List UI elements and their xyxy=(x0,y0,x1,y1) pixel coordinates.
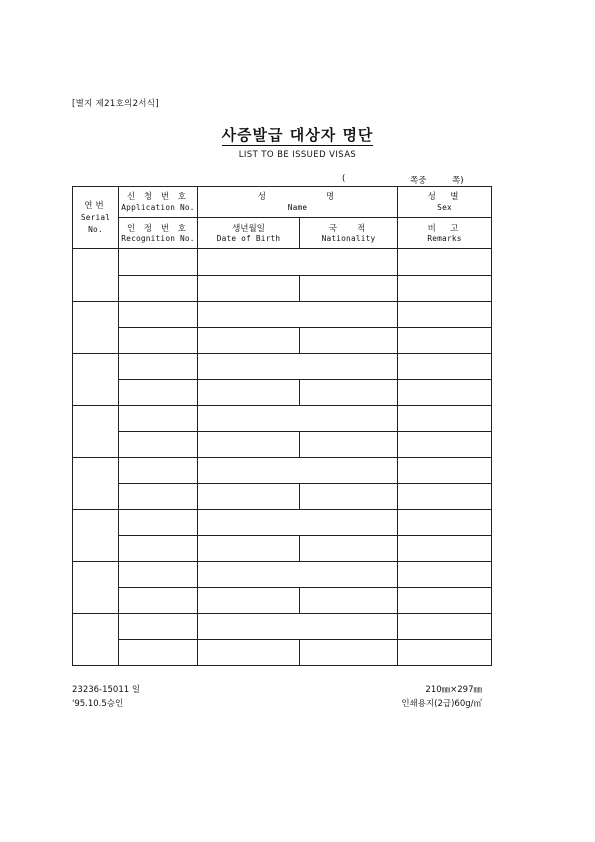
sex-cell[interactable] xyxy=(398,301,492,327)
name-cell[interactable] xyxy=(198,457,398,483)
name-header-en: Name xyxy=(287,202,308,212)
recognition-no-header-ko: 인 정 번 호 xyxy=(127,223,189,234)
serial-no-cell[interactable] xyxy=(73,353,119,405)
application-no-cell[interactable] xyxy=(119,457,198,483)
visa-list-table xyxy=(72,186,492,666)
application-no-cell[interactable] xyxy=(119,249,198,275)
application-no-cell[interactable] xyxy=(119,353,198,379)
name-cell[interactable] xyxy=(198,353,398,379)
name-cell[interactable] xyxy=(198,509,398,535)
serial-no-cell[interactable] xyxy=(73,509,119,561)
birth-date-cell[interactable] xyxy=(198,327,300,353)
entry-row-top xyxy=(73,405,492,431)
remarks-cell[interactable] xyxy=(398,535,492,561)
name-header-ko: 성 명 xyxy=(257,192,338,203)
page-count-total-label: 쪽중 xyxy=(410,176,427,186)
sex-cell[interactable] xyxy=(398,457,492,483)
sex-cell[interactable] xyxy=(398,405,492,431)
serial-no-cell[interactable] xyxy=(73,301,119,353)
header-row-2 xyxy=(73,218,492,249)
application-no-cell[interactable] xyxy=(119,405,198,431)
remarks-header-en: Remarks xyxy=(427,233,462,243)
application-no-cell[interactable] xyxy=(119,613,198,639)
serial-no-cell[interactable] xyxy=(73,249,119,301)
entry-row-top xyxy=(73,353,492,379)
form-number: [별지 제21호의2서식] xyxy=(72,99,159,109)
nationality-cell[interactable] xyxy=(300,483,398,509)
recognition-no-cell[interactable] xyxy=(119,587,198,613)
entry-row-bottom xyxy=(73,535,492,561)
entry-row-bottom xyxy=(73,275,492,301)
footer-right xyxy=(340,683,482,711)
approval-date: '95.10.5승인 xyxy=(72,699,124,709)
form-title-text: 사증발급 대상자 명단 xyxy=(221,126,374,144)
serial-header xyxy=(73,187,119,249)
application-no-header xyxy=(119,187,198,218)
form-subtitle: LIST TO BE ISSUED VISAS xyxy=(238,150,357,160)
header-row-1 xyxy=(73,187,492,218)
name-cell[interactable] xyxy=(198,249,398,275)
recognition-no-header xyxy=(119,218,198,249)
entry-row-bottom xyxy=(73,379,492,405)
visa-table-body xyxy=(73,187,492,666)
serial-no-cell[interactable] xyxy=(73,561,119,613)
remarks-header xyxy=(398,218,492,249)
name-header xyxy=(198,187,398,218)
sex-cell[interactable] xyxy=(398,561,492,587)
sex-cell[interactable] xyxy=(398,613,492,639)
application-no-header-ko: 신 청 번 호 xyxy=(127,192,189,203)
entry-row-bottom xyxy=(73,327,492,353)
paper-spec: 인쇄용지(2급)60g/㎡ xyxy=(401,699,482,709)
remarks-cell[interactable] xyxy=(398,275,492,301)
recognition-no-cell[interactable] xyxy=(119,275,198,301)
remarks-cell[interactable] xyxy=(398,327,492,353)
application-no-cell[interactable] xyxy=(119,301,198,327)
name-cell[interactable] xyxy=(198,301,398,327)
sex-header xyxy=(398,187,492,218)
sex-cell[interactable] xyxy=(398,353,492,379)
recognition-no-cell[interactable] xyxy=(119,379,198,405)
nationality-cell[interactable] xyxy=(300,379,398,405)
entry-row-bottom xyxy=(73,587,492,613)
serial-header-ko: 연번 xyxy=(84,201,107,212)
sex-cell[interactable] xyxy=(398,249,492,275)
application-no-header-en: Application No. xyxy=(121,202,195,212)
page-count-page-label: 쪽) xyxy=(452,176,464,186)
remarks-cell[interactable] xyxy=(398,483,492,509)
entry-row-top xyxy=(73,457,492,483)
recognition-no-cell[interactable] xyxy=(119,327,198,353)
nationality-cell[interactable] xyxy=(300,639,398,665)
recognition-no-header-en: Recognition No. xyxy=(121,233,195,243)
birth-date-cell[interactable] xyxy=(198,431,300,457)
paper-size: 210㎜×297㎜ xyxy=(425,685,482,695)
nationality-header xyxy=(300,218,398,249)
nationality-header-en: Nationality xyxy=(321,233,376,243)
remarks-cell[interactable] xyxy=(398,379,492,405)
entry-row-top xyxy=(73,509,492,535)
form-code: 23236-15011 일 xyxy=(72,685,141,695)
entry-row-top xyxy=(73,613,492,639)
nationality-header-ko: 국 적 xyxy=(328,223,369,234)
birth-date-cell[interactable] xyxy=(198,379,300,405)
nationality-cell[interactable] xyxy=(300,587,398,613)
serial-no-cell[interactable] xyxy=(73,457,119,509)
footer-left xyxy=(72,683,140,711)
nationality-cell[interactable] xyxy=(300,431,398,457)
nationality-cell[interactable] xyxy=(300,535,398,561)
sex-cell[interactable] xyxy=(398,509,492,535)
birth-date-cell[interactable] xyxy=(198,275,300,301)
birth-header xyxy=(198,218,300,249)
page-count-open: ( xyxy=(342,174,346,184)
serial-header-en1: Serial xyxy=(80,213,111,223)
form-title xyxy=(0,124,595,145)
serial-header-en2: No. xyxy=(88,224,103,234)
entry-row-top xyxy=(73,561,492,587)
nationality-cell[interactable] xyxy=(300,275,398,301)
name-cell[interactable] xyxy=(198,613,398,639)
application-no-cell[interactable] xyxy=(119,509,198,535)
remarks-cell[interactable] xyxy=(398,431,492,457)
birth-date-cell[interactable] xyxy=(198,587,300,613)
serial-no-cell[interactable] xyxy=(73,405,119,457)
recognition-no-cell[interactable] xyxy=(119,639,198,665)
nationality-cell[interactable] xyxy=(300,327,398,353)
remarks-header-ko: 비 고 xyxy=(427,223,462,234)
recognition-no-cell[interactable] xyxy=(119,535,198,561)
birth-header-en: Date of Birth xyxy=(216,233,281,243)
remarks-cell[interactable] xyxy=(398,639,492,665)
birth-date-cell[interactable] xyxy=(198,483,300,509)
entry-row-bottom xyxy=(73,431,492,457)
application-no-cell[interactable] xyxy=(119,561,198,587)
entry-row-top xyxy=(73,249,492,275)
entry-row-bottom xyxy=(73,639,492,665)
entry-row-bottom xyxy=(73,483,492,509)
birth-date-cell[interactable] xyxy=(198,535,300,561)
birth-date-cell[interactable] xyxy=(198,639,300,665)
name-cell[interactable] xyxy=(198,405,398,431)
name-cell[interactable] xyxy=(198,561,398,587)
birth-header-ko: 생년월일 xyxy=(232,223,265,234)
recognition-no-cell[interactable] xyxy=(119,483,198,509)
sex-header-en: Sex xyxy=(437,202,452,212)
remarks-cell[interactable] xyxy=(398,587,492,613)
serial-no-cell[interactable] xyxy=(73,613,119,665)
recognition-no-cell[interactable] xyxy=(119,431,198,457)
entry-row-top xyxy=(73,301,492,327)
sex-header-ko: 성 별 xyxy=(427,192,462,203)
